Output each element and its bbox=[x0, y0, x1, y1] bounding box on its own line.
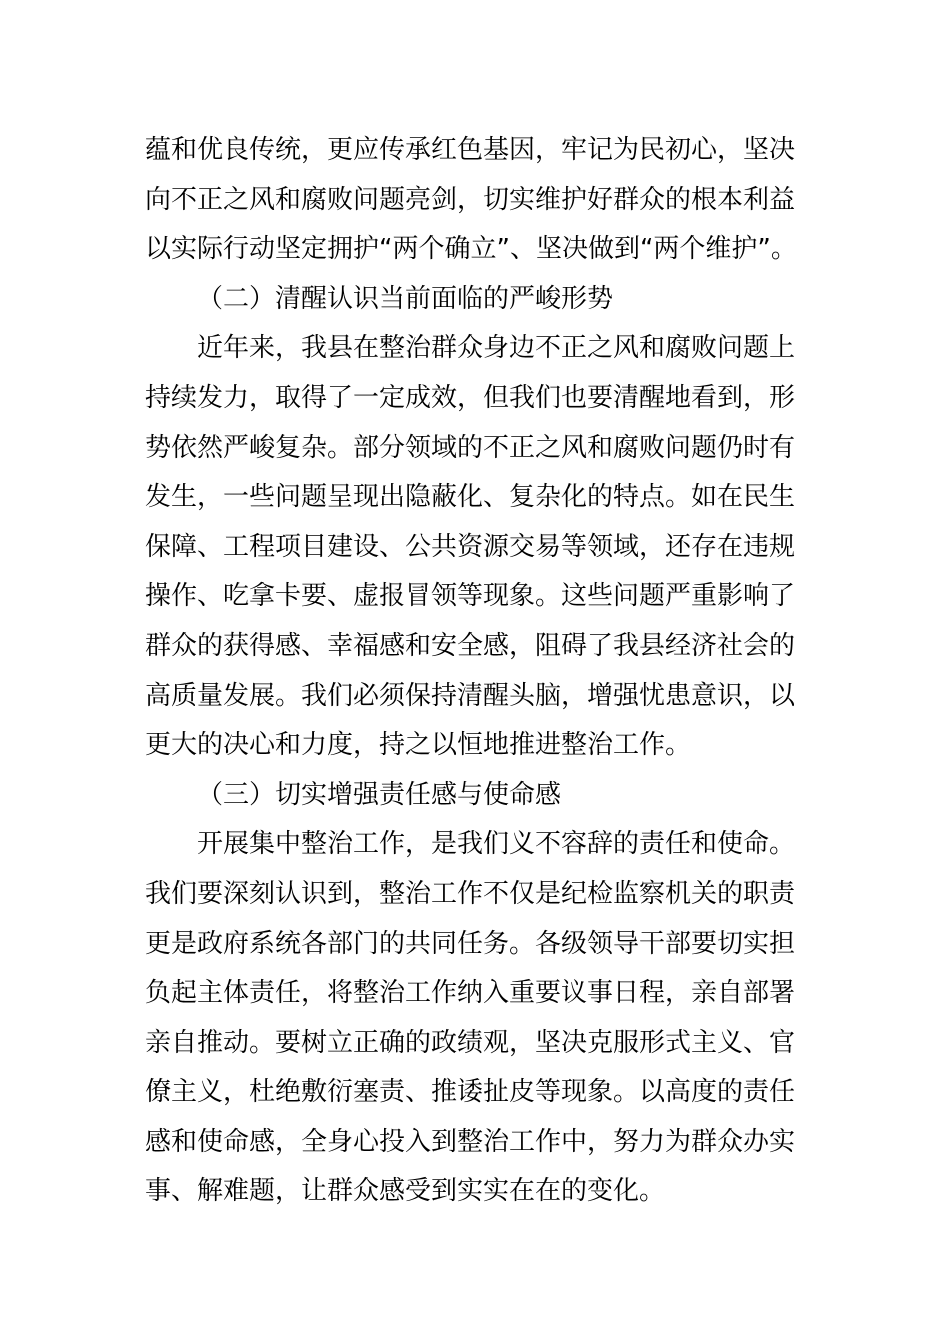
text-line: 以实际行动坚定拥护“两个确立”、坚决做到“两个维护”。 bbox=[145, 234, 797, 265]
text-line: 蕴和优良传统，更应传承红色基因，牢记为民初心，坚决 bbox=[145, 135, 796, 165]
text-line: 势依然严峻复杂。部分领域的不正之风和腐败问题仍时有 bbox=[145, 432, 796, 463]
text-line: 我们要深刻认识到，整治工作不仅是纪检监察机关的职责 bbox=[145, 878, 796, 909]
text-line: 操作、吃拿卡要、虚报冒领等现象。这些问题严重影响了 bbox=[145, 581, 796, 612]
text-line: 群众的获得感、幸福感和安全感，阻碍了我县经济社会的 bbox=[145, 630, 796, 661]
text-line: 感和使命感，全身心投入到整治工作中，努力为群众办实 bbox=[145, 1126, 796, 1157]
text-line: 僚主义，杜绝敷衍塞责、推诿扯皮等现象。以高度的责任 bbox=[145, 1077, 796, 1108]
section-heading-3: （三）切实增强责任感与使命感 bbox=[197, 779, 562, 810]
text-line: 更大的决心和力度，持之以恒地推进整治工作。 bbox=[145, 730, 692, 761]
section-heading-2: （二）清醒认识当前面临的严峻形势 bbox=[197, 283, 614, 314]
text-line: 向不正之风和腐败问题亮剑，切实维护好群众的根本利益 bbox=[145, 184, 796, 215]
text-line: 持续发力，取得了一定成效，但我们也要清醒地看到，形 bbox=[145, 382, 796, 413]
text-line: 发生，一些问题呈现出隐蔽化、复杂化的特点。如在民生 bbox=[145, 482, 796, 513]
text-line: 事、解难题，让群众感受到实实在在的变化。 bbox=[145, 1176, 666, 1207]
paragraph-start: 近年来，我县在整治群众身边不正之风和腐败问题上 bbox=[197, 333, 796, 364]
text-line: 亲自推动。要树立正确的政绩观，坚决克服形式主义、官 bbox=[145, 1027, 796, 1058]
text-line: 高质量发展。我们必须保持清醒头脑，增强忧患意识，以 bbox=[145, 680, 796, 711]
body-text bbox=[145, 126, 810, 1217]
paragraph-start: 开展集中整治工作，是我们义不容辞的责任和使命。 bbox=[197, 829, 796, 860]
text-line: 保障、工程项目建设、公共资源交易等领域，还存在违规 bbox=[145, 531, 796, 562]
text-line: 负起主体责任，将整治工作纳入重要议事日程，亲自部署 bbox=[145, 978, 796, 1009]
text-line: 更是政府系统各部门的共同任务。各级领导干部要切实担 bbox=[145, 928, 796, 959]
